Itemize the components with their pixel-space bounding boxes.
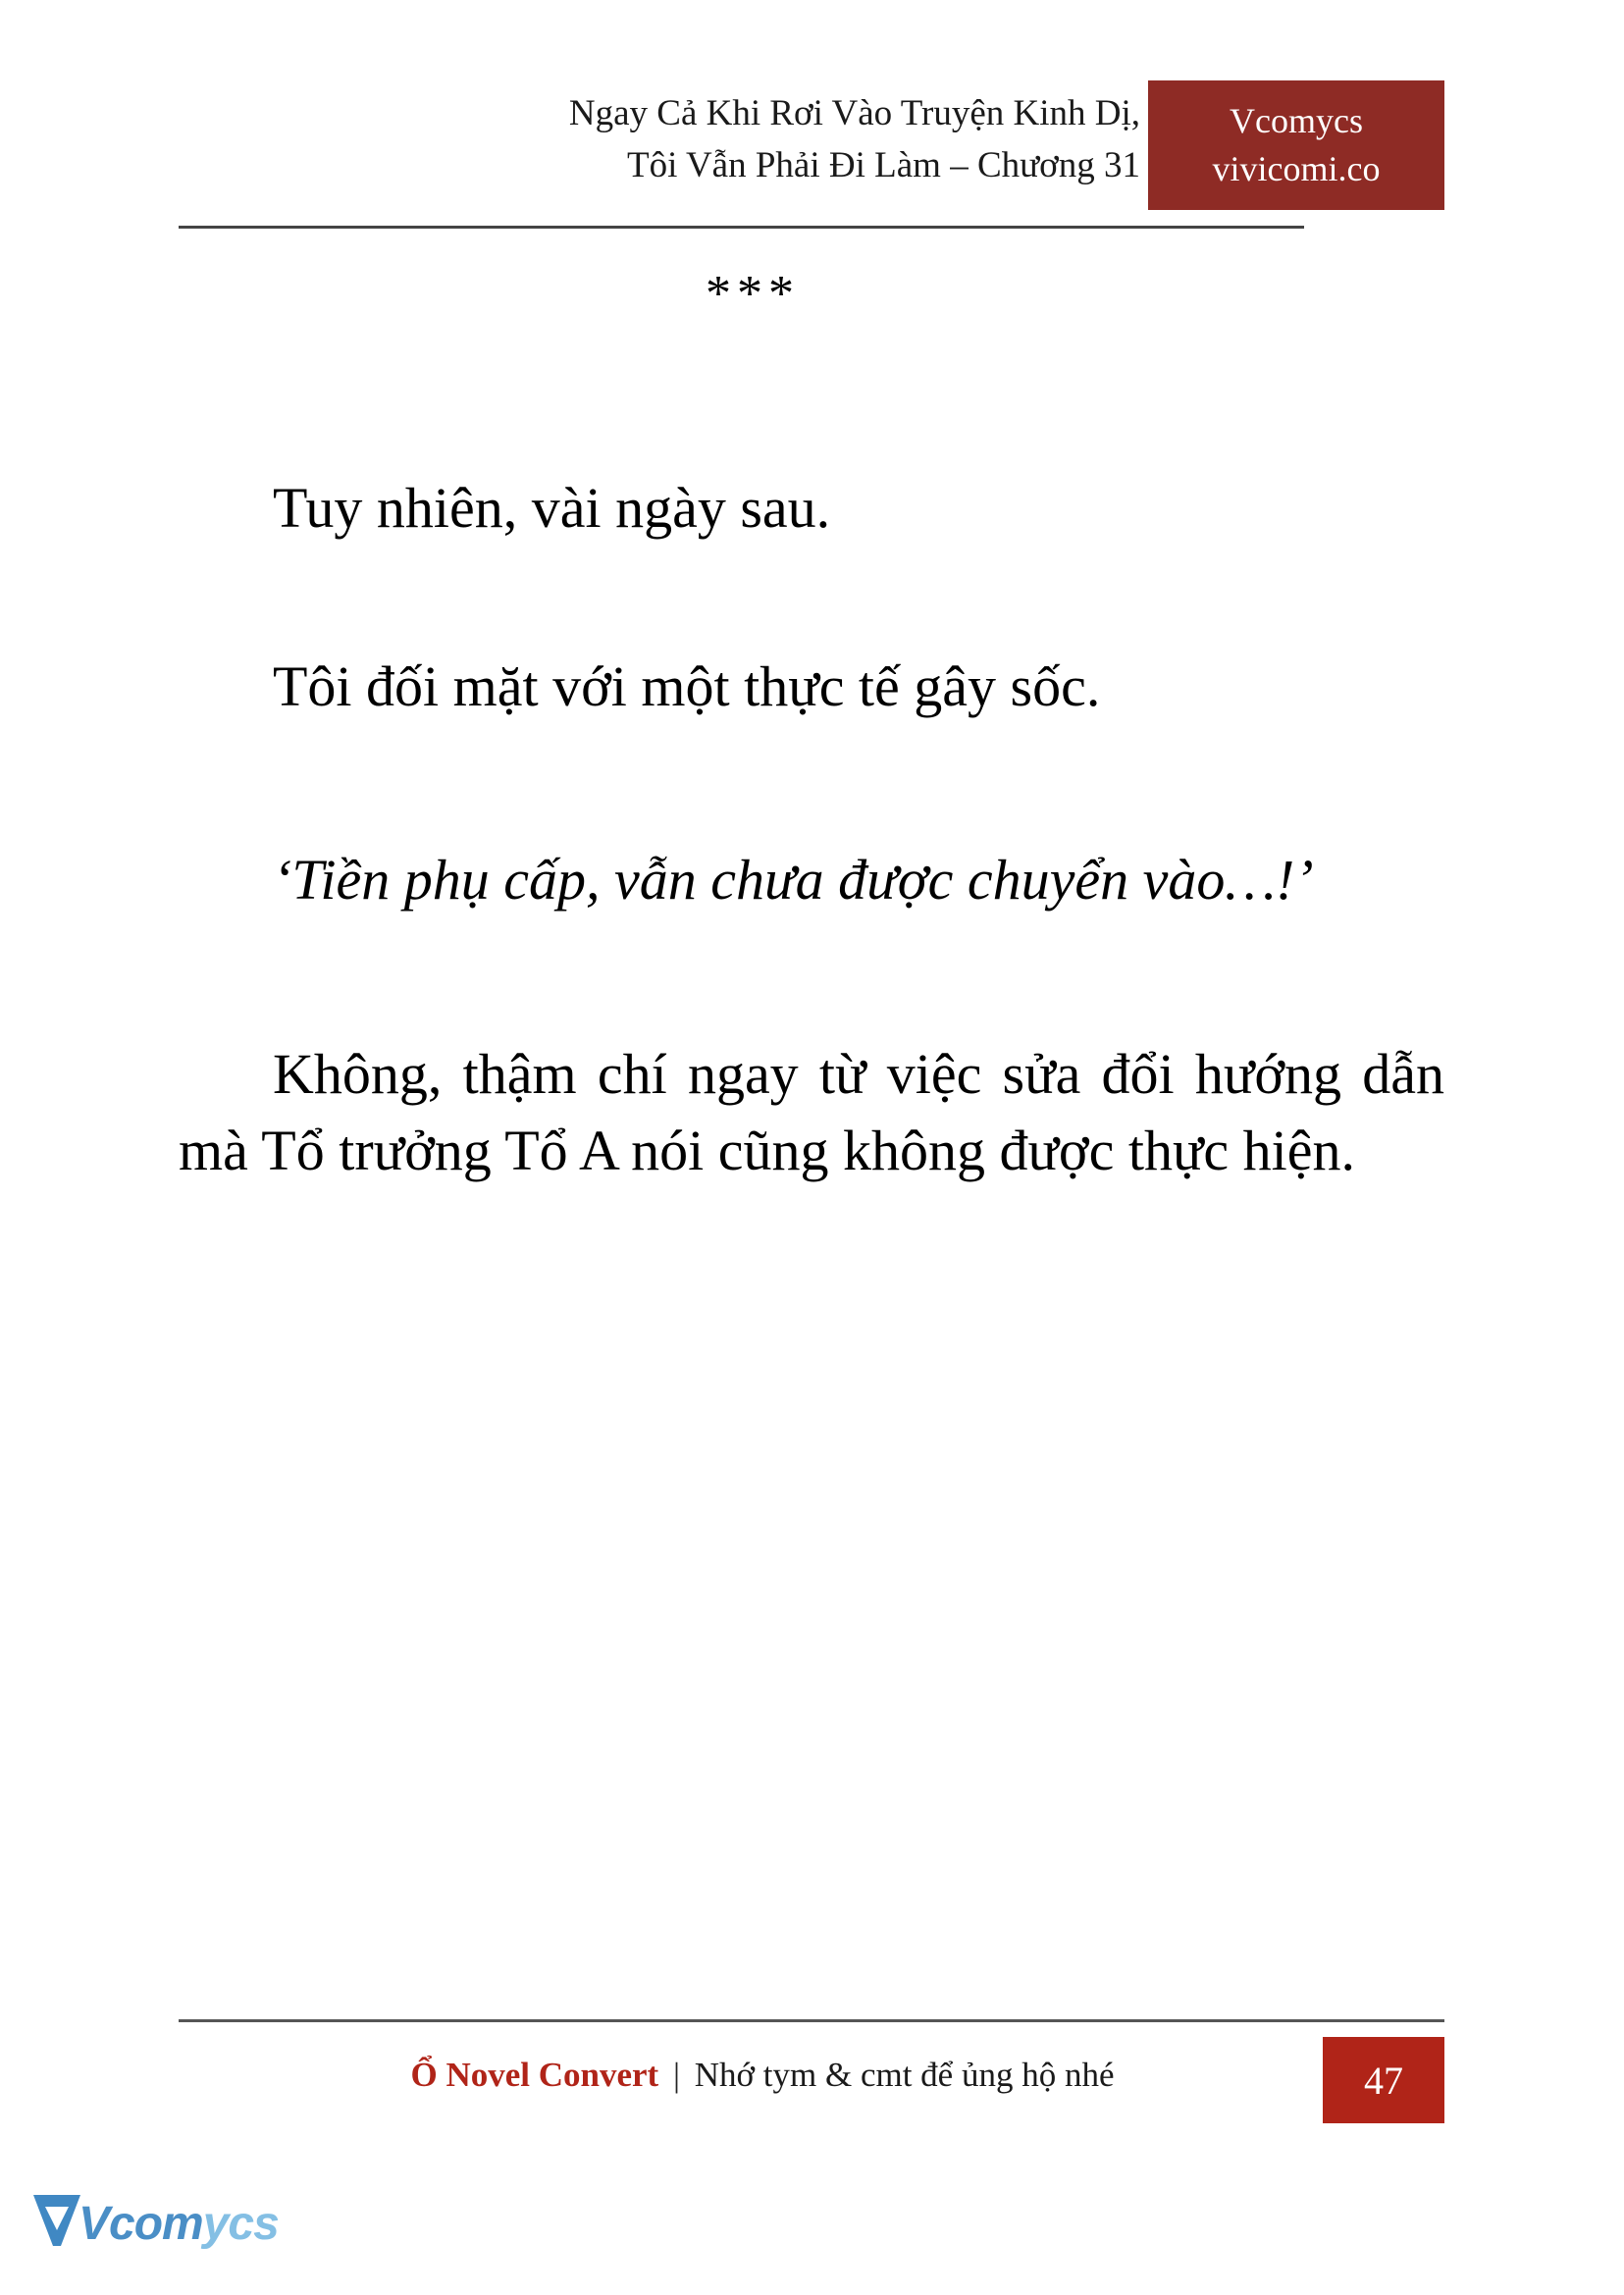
- watermark-text: [79, 2197, 279, 2251]
- header-divider-rule: [179, 226, 1304, 229]
- footer-inner: [179, 2047, 1444, 2119]
- footer-credit: [179, 2055, 1346, 2096]
- footer-divider-rule: [179, 2019, 1444, 2022]
- spacer-1: [179, 323, 1444, 470]
- spacer-4: [179, 918, 1444, 1036]
- spacer-2: [179, 547, 1444, 649]
- page-content: [179, 255, 1444, 1189]
- site-badge: [1148, 80, 1444, 210]
- footer-separator: |: [672, 2056, 680, 2094]
- paragraph-2: Tôi đối mặt với một thực tế gây sốc.: [273, 653, 1101, 718]
- watermark-text-part1: Vcom: [79, 2198, 203, 2250]
- footer-note: Nhớ tym & cmt để ủng hộ nhé: [694, 2056, 1115, 2094]
- chapter-title: [257, 88, 1140, 191]
- site-badge-url: vivicomi.co: [1212, 149, 1381, 188]
- paragraph-3-inner-thought: ‘Tiền phụ cấp, vẫn chưa được chuyển vào…!’: [273, 848, 1314, 913]
- watermark-text-part2: ycs: [202, 2198, 279, 2250]
- scene-break: ***: [706, 266, 800, 322]
- spacer-3: [179, 724, 1444, 842]
- page-header: [179, 88, 1444, 226]
- paragraph-1: Tuy nhiên, vài ngày sau.: [273, 476, 831, 540]
- vcomycs-logo-icon: [31, 2191, 82, 2248]
- page-number-badge: 47: [1323, 2037, 1444, 2123]
- chapter-title-line-2: Tôi Vẫn Phải Đi Làm – Chương 31: [627, 144, 1140, 185]
- site-badge-name: Vcomycs: [1230, 101, 1363, 141]
- chapter-title-line-1: Ngay Cả Khi Rơi Vào Truyện Kinh Dị,: [568, 93, 1140, 133]
- footer-brand: Ổ Novel Convert: [410, 2056, 659, 2094]
- watermark-logo: [26, 2183, 279, 2277]
- paragraph-4: Không, thậm chí ngay từ việc sửa đổi hướng dẫn mà Tổ trưởng Tổ A nói cũng không được thực hiện.: [179, 1042, 1444, 1182]
